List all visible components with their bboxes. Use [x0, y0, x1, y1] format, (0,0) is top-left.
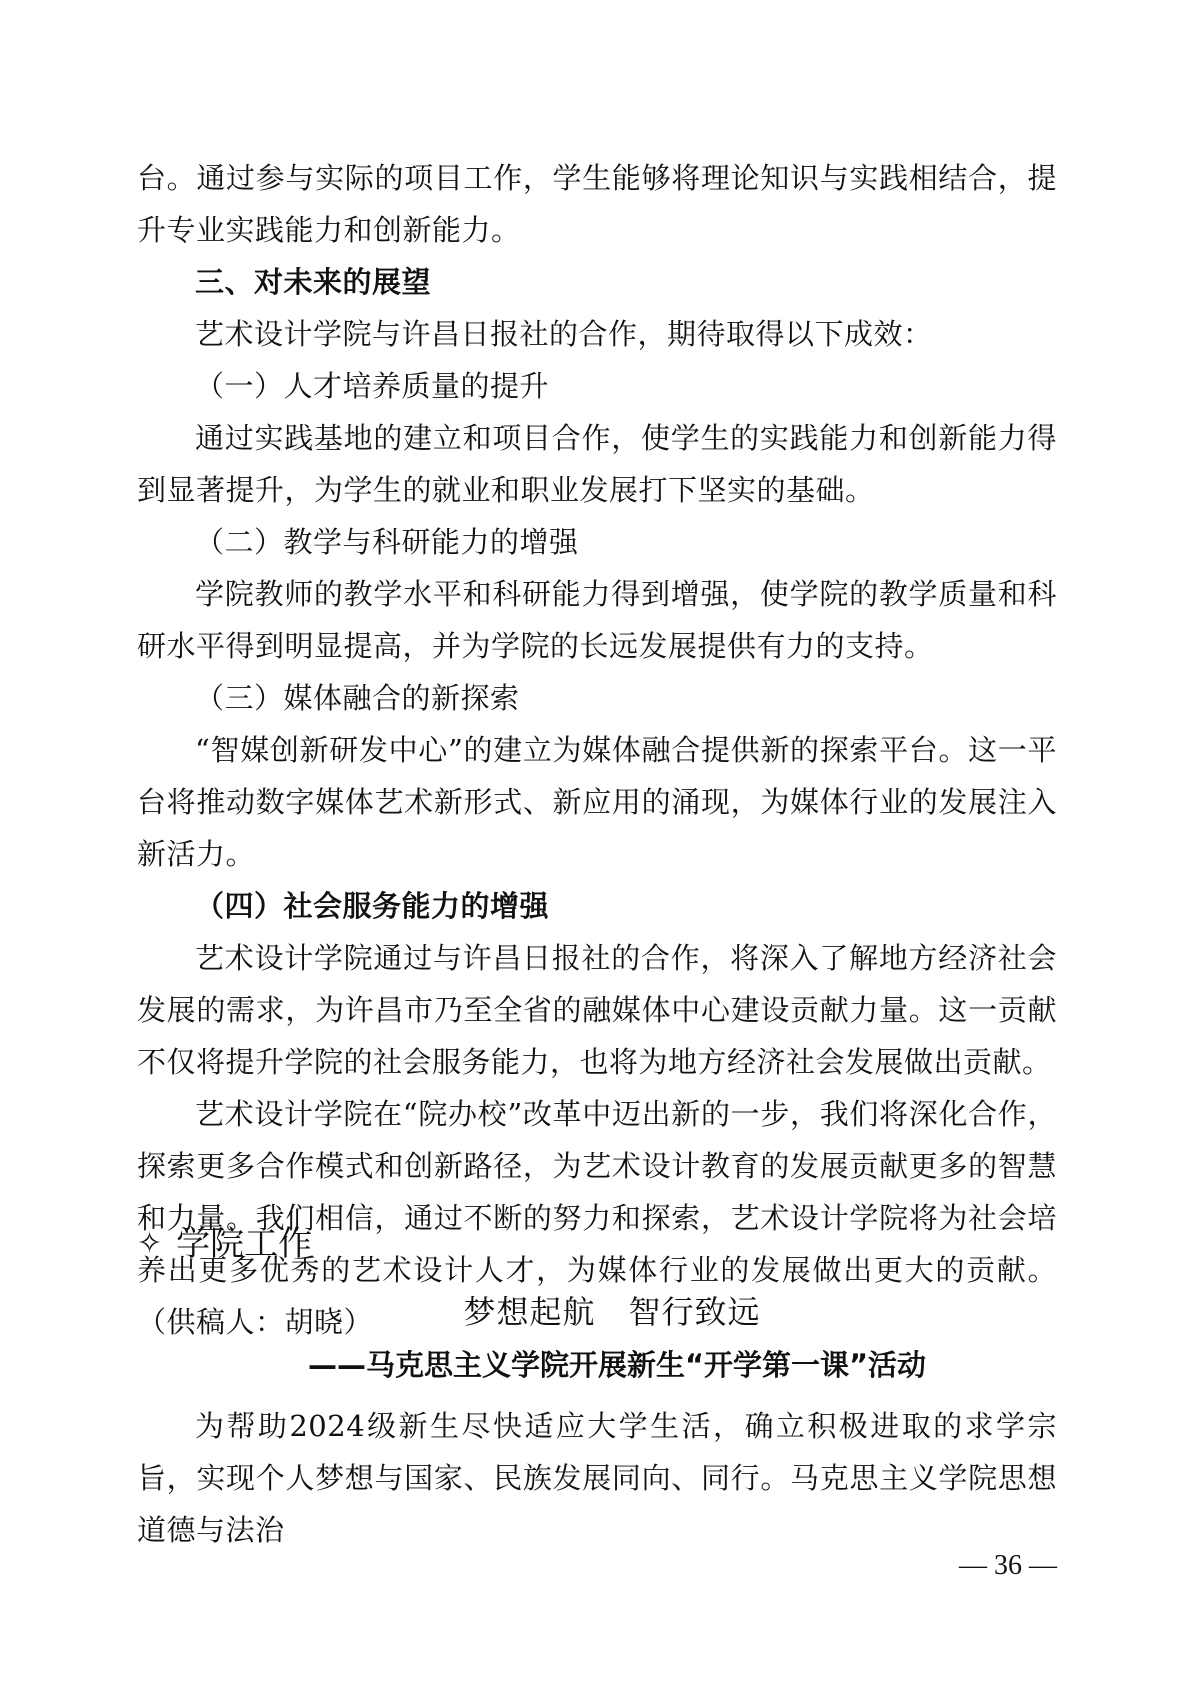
paragraph-media-fusion: “智媒创新研发中心”的建立为媒体融合提供新的探索平台。这一平台将推动数字媒体艺术新形式、新应用的涌现，为媒体行业的发展注入新活力。 [137, 733, 1057, 871]
section-heading-future-outlook: 三、对未来的展望 [195, 265, 432, 299]
subheading-social-service: （四）社会服务能力的增强 [195, 889, 550, 923]
continued-article [137, 152, 1057, 1348]
section-title: 学院工作 [176, 1224, 313, 1264]
intro-paragraph: 艺术设计学院与许昌日报社的合作，期待取得以下成效： [195, 317, 933, 351]
paragraph-teaching-research: 学院教师的教学水平和科研能力得到增强，使学院的教学质量和科研水平得到明显提高，并为学院的长远发展提供有力的支持。 [137, 577, 1057, 663]
paragraph-talent: 通过实践基地的建立和项目合作，使学生的实践能力和创新能力得到显著提升，为学生的就业和职业发展打下坚实的基础。 [137, 421, 1057, 507]
subheading-teaching-research: （二）教学与科研能力的增强 [195, 525, 579, 559]
article-title: 梦想起航 智行致远 [463, 1293, 761, 1331]
page-number: — 36 — [959, 1550, 1057, 1581]
article-subtitle: ——马克思主义学院开展新生“开学第一课”活动 [307, 1348, 927, 1382]
subheading-talent: （一）人才培养质量的提升 [195, 369, 550, 403]
article-body [137, 1400, 1057, 1556]
paragraph-social-service: 艺术设计学院通过与许昌日报社的合作，将深入了解地方经济社会发展的需求，为许昌市乃至全省的融媒体中心建设贡献力量。这一贡献不仅将提升学院的社会服务能力，也将为地方经济社会发展做出贡献。 [137, 941, 1057, 1079]
diamond-star-icon: ✧ [137, 1226, 163, 1261]
closing-paragraph: 艺术设计学院在“院办校”改革中迈出新的一步，我们将深化合作，探索更多合作模式和创新路径，为艺术设计教育的发展贡献更多的智慧和力量。我们相信，通过不断的努力和探索，艺术设计学院将为社会培养出更多优秀的艺术设计人才，为媒体行业的发展做出更大的贡献。（供稿人：胡晓） [137, 1097, 1057, 1339]
section-heading [137, 1222, 312, 1266]
paragraph-continuation: 台。通过参与实际的项目工作，学生能够将理论知识与实践相结合，提升专业实践能力和创新能力。 [137, 161, 1057, 247]
article-paragraph: 为帮助2024级新生尽快适应大学生活，确立积极进取的求学宗旨，实现个人梦想与国家、民族发展同向、同行。马克思主义学院思想道德与法治 [137, 1409, 1057, 1547]
subheading-media-fusion: （三）媒体融合的新探索 [195, 681, 520, 715]
